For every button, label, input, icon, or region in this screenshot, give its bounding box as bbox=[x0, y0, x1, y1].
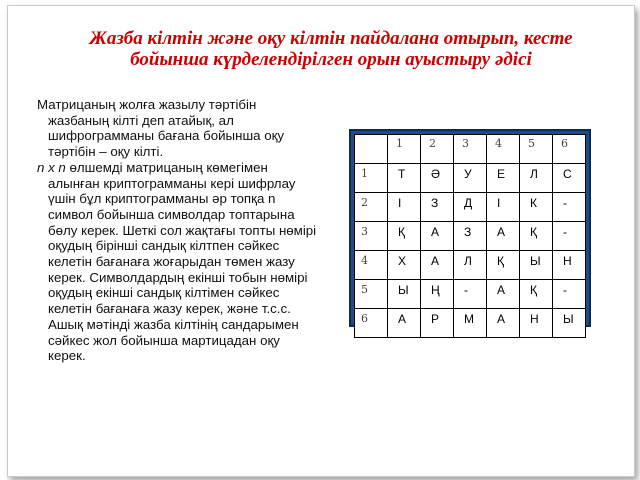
table-cell-letter: К bbox=[530, 196, 537, 210]
row-key bbox=[355, 222, 388, 251]
table-cell bbox=[421, 280, 454, 309]
row-key bbox=[355, 193, 388, 222]
table-cell bbox=[454, 251, 487, 280]
table-cell-letter: Х bbox=[398, 254, 407, 268]
table-cell-letter: Ң bbox=[431, 283, 440, 297]
table-cell bbox=[520, 309, 553, 338]
row-key-label: 4 bbox=[361, 254, 368, 267]
table-cell bbox=[487, 251, 520, 280]
column-key bbox=[388, 135, 421, 164]
body-text bbox=[37, 97, 321, 364]
column-key bbox=[454, 135, 487, 164]
paragraph-1-text: Матрицаның жолға жазылу тәртібін жазбаның кілті деп атайық, ал шифрограмманы бағана бойынша оқу тәртібін – оқу кілті. bbox=[37, 97, 285, 160]
table-cell-letter: Қ bbox=[398, 225, 405, 239]
table-cell bbox=[520, 222, 553, 251]
row-key bbox=[355, 280, 388, 309]
row-key bbox=[355, 309, 388, 338]
table-cell bbox=[454, 309, 487, 338]
table-cell-letter: Л bbox=[530, 167, 538, 181]
table-cell-letter: Қ bbox=[530, 283, 537, 297]
table-cell bbox=[454, 164, 487, 193]
table-cell-letter: Ы bbox=[398, 283, 409, 297]
slide bbox=[7, 5, 635, 477]
row-key-label: 1 bbox=[361, 167, 368, 180]
table-cell bbox=[520, 164, 553, 193]
paragraph-2 bbox=[37, 160, 321, 364]
table-cell-letter: Қ bbox=[497, 254, 504, 268]
table-cell bbox=[454, 193, 487, 222]
row-key bbox=[355, 164, 388, 193]
table-cell bbox=[487, 164, 520, 193]
table-cell-letter: Л bbox=[464, 254, 472, 268]
table-cell bbox=[487, 222, 520, 251]
table-header-row bbox=[355, 135, 586, 164]
table-cell-letter: - bbox=[563, 283, 567, 297]
table-cell bbox=[388, 251, 421, 280]
table-cell-letter: А bbox=[431, 225, 440, 239]
table-cell-letter: Е bbox=[497, 167, 506, 181]
table-cell-letter: - bbox=[563, 196, 567, 210]
table-cell bbox=[553, 164, 586, 193]
table-cell bbox=[421, 222, 454, 251]
table-cell-letter: І bbox=[497, 196, 501, 210]
table-cell-letter: - bbox=[563, 225, 567, 239]
row-key-label: 3 bbox=[361, 225, 368, 238]
table-cell bbox=[454, 280, 487, 309]
table-row bbox=[355, 222, 586, 251]
table-cell bbox=[421, 193, 454, 222]
table-cell-letter: Н bbox=[563, 254, 572, 268]
table-cell bbox=[553, 222, 586, 251]
row-key bbox=[355, 251, 388, 280]
column-key bbox=[487, 135, 520, 164]
key-table-frame bbox=[349, 129, 591, 327]
table-cell-letter: Д bbox=[464, 196, 473, 210]
column-key bbox=[520, 135, 553, 164]
row-key-label: 6 bbox=[361, 312, 368, 325]
table-cell-letter: З bbox=[464, 225, 472, 239]
table-cell bbox=[388, 280, 421, 309]
table-cell-letter: С bbox=[563, 167, 572, 181]
table-row bbox=[355, 193, 586, 222]
table-cell-letter: Ы bbox=[563, 312, 574, 326]
table-cell-letter: Р bbox=[431, 312, 440, 326]
table-row bbox=[355, 251, 586, 280]
table-cell bbox=[454, 222, 487, 251]
table-cell-letter: З bbox=[431, 196, 439, 210]
table-cell-letter: А bbox=[497, 312, 506, 326]
table-cell-letter: - bbox=[464, 283, 468, 297]
column-key-label: 4 bbox=[495, 137, 502, 150]
table-cell-letter: А bbox=[497, 225, 506, 239]
paragraph-2-text: өлшемді матрицаның көмегімен алынған криптограмманы кері шифрлау үшін бұл криптограмманы әр топқа n символ бойынша символдар топтарына бөлу керек. Шеткі сол жақтағы топты нөмірі оқудың бірінші сандық кілтпен сәйкес келетін бағанаға жоғарыдан төмен жазу керек. Символдардың екінші тобын нөмірі оқудың екінші сандық кілтімен сәйкес келетін бағанаға жазу керек, және т.с.с. Ашық мәтінді жазба кілтінің сандарымен сәйкес жол бойынша мартицадан оқу керек. bbox=[48, 159, 317, 364]
table-cell bbox=[553, 309, 586, 338]
table-cell bbox=[388, 222, 421, 251]
column-key-label: 1 bbox=[396, 137, 403, 150]
table-cell-letter: І bbox=[398, 196, 402, 210]
table-cell bbox=[553, 193, 586, 222]
column-key bbox=[553, 135, 586, 164]
column-key-label: 5 bbox=[528, 137, 535, 150]
table-cell bbox=[421, 164, 454, 193]
table-cell bbox=[487, 193, 520, 222]
table-cell bbox=[388, 193, 421, 222]
table-cell-letter: Қ bbox=[530, 225, 537, 239]
table-cell-letter: Ы bbox=[530, 254, 541, 268]
table-cell-letter: А bbox=[497, 283, 506, 297]
table-cell bbox=[487, 309, 520, 338]
table-corner-cell bbox=[355, 135, 388, 164]
table-cell bbox=[421, 251, 454, 280]
table-cell-letter: М bbox=[464, 312, 474, 326]
table-cell bbox=[553, 251, 586, 280]
table-row bbox=[355, 280, 586, 309]
table-cell-letter: Н bbox=[530, 312, 539, 326]
table-cell-letter: Т bbox=[398, 167, 406, 181]
slide-title: Жазба кілтін және оқу кілтін пайдалана отырып, кесте бойынша күрделендірілген орын ауыстыру әдісі bbox=[89, 28, 573, 70]
row-key-label: 5 bbox=[361, 283, 368, 296]
table-cell bbox=[520, 193, 553, 222]
table-cell bbox=[553, 280, 586, 309]
table-cell bbox=[421, 309, 454, 338]
column-key-label: 6 bbox=[561, 137, 568, 150]
table-cell bbox=[520, 280, 553, 309]
row-key-label: 2 bbox=[361, 196, 368, 209]
table-cell bbox=[388, 309, 421, 338]
key-table bbox=[354, 134, 586, 338]
table-row bbox=[355, 309, 586, 338]
table-cell-letter: Ә bbox=[431, 167, 441, 181]
paragraph-2-italic: n х n bbox=[37, 159, 66, 175]
column-key-label: 2 bbox=[429, 137, 436, 150]
column-key bbox=[421, 135, 454, 164]
table-cell-letter: У bbox=[464, 167, 472, 181]
table-cell-letter: А bbox=[398, 312, 407, 326]
table-cell bbox=[388, 164, 421, 193]
table-cell bbox=[520, 251, 553, 280]
table-cell bbox=[487, 280, 520, 309]
paragraph-1 bbox=[37, 97, 321, 160]
column-key-label: 3 bbox=[462, 137, 469, 150]
table-row bbox=[355, 164, 586, 193]
table-cell-letter: А bbox=[431, 254, 440, 268]
